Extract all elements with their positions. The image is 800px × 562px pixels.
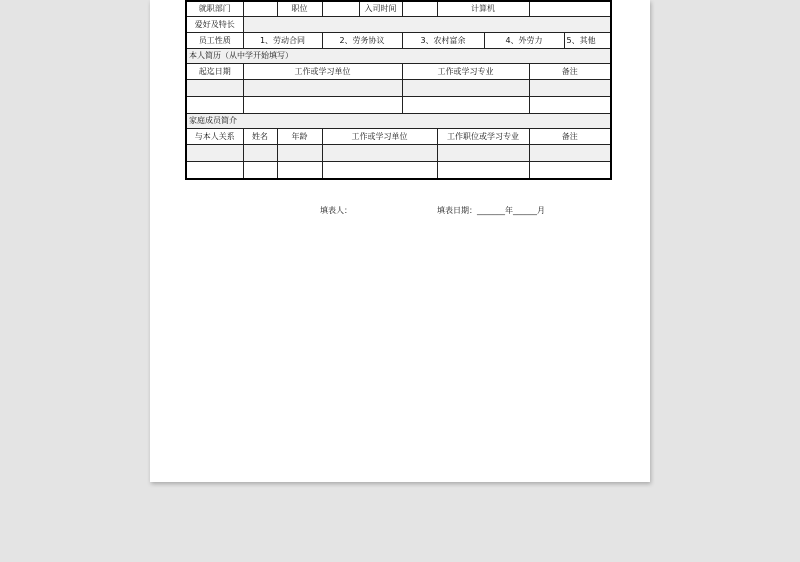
employee-type-option-3[interactable]: 3、农村富余 (402, 33, 484, 49)
family-cell-name[interactable] (243, 162, 277, 180)
family-row (186, 162, 611, 180)
position-label: 职位 (277, 1, 322, 17)
family-cell-name[interactable] (243, 145, 277, 162)
hobbies-label: 爱好及特长 (186, 17, 243, 33)
family-header-position: 工作职位或学习专业 (437, 129, 529, 145)
join-date-label: 入司时间 (359, 1, 402, 17)
family-cell-position[interactable] (437, 145, 529, 162)
family-section-row (186, 114, 611, 129)
resume-cell-major[interactable] (402, 80, 529, 97)
computer-label: 计算机 (437, 1, 529, 17)
resume-cell-dates[interactable] (186, 97, 243, 114)
resume-cell-major[interactable] (402, 97, 529, 114)
family-header-name: 姓名 (243, 129, 277, 145)
family-row (186, 145, 611, 162)
resume-header-row (186, 64, 611, 80)
family-header-age: 年龄 (277, 129, 322, 145)
form-filler-label: 填表人： (320, 206, 352, 215)
resume-cell-notes[interactable] (529, 97, 611, 114)
family-header-notes: 备注 (529, 129, 611, 145)
resume-header-unit: 工作或学习单位 (243, 64, 402, 80)
position-value-cell[interactable] (322, 1, 359, 17)
family-header-unit: 工作或学习单位 (322, 129, 437, 145)
dept-label: 就职部门 (186, 1, 243, 17)
family-header-relation: 与本人关系 (186, 129, 243, 145)
dept-value-cell[interactable] (243, 1, 277, 17)
family-cell-relation[interactable] (186, 162, 243, 180)
resume-cell-unit[interactable] (243, 80, 402, 97)
family-cell-age[interactable] (277, 145, 322, 162)
employee-type-option-2[interactable]: 2、劳务协议 (322, 33, 402, 49)
employee-info-form (185, 0, 612, 180)
hobbies-value-cell[interactable] (243, 17, 611, 33)
resume-header-major: 工作或学习专业 (402, 64, 529, 80)
resume-cell-dates[interactable] (186, 80, 243, 97)
family-cell-relation[interactable] (186, 145, 243, 162)
dept-row (186, 1, 611, 17)
form-date-label: 填表日期：_______年______月 (437, 206, 545, 215)
employee-type-row (186, 33, 611, 49)
resume-cell-notes[interactable] (529, 80, 611, 97)
family-cell-notes[interactable] (529, 145, 611, 162)
computer-value-cell[interactable] (529, 1, 611, 17)
resume-header-dates: 起迄日期 (186, 64, 243, 80)
hobbies-row (186, 17, 611, 33)
join-date-value-cell[interactable] (402, 1, 437, 17)
family-cell-age[interactable] (277, 162, 322, 180)
resume-header-notes: 备注 (529, 64, 611, 80)
resume-section-title: 本人简历（从中学开始填写） (186, 49, 611, 64)
family-section-title: 家庭成员简介 (186, 114, 611, 129)
employee-type-option-4[interactable]: 4、外劳力 (484, 33, 564, 49)
resume-row (186, 97, 611, 114)
family-cell-position[interactable] (437, 162, 529, 180)
family-cell-notes[interactable] (529, 162, 611, 180)
resume-row (186, 80, 611, 97)
employee-type-label: 员工性质 (186, 33, 243, 49)
resume-cell-unit[interactable] (243, 97, 402, 114)
family-cell-unit[interactable] (322, 162, 437, 180)
employee-type-option-5[interactable]: 5、其他 (564, 33, 611, 49)
employee-type-option-1[interactable]: 1、劳动合同 (243, 33, 322, 49)
family-cell-unit[interactable] (322, 145, 437, 162)
resume-section-row (186, 49, 611, 64)
family-header-row (186, 129, 611, 145)
